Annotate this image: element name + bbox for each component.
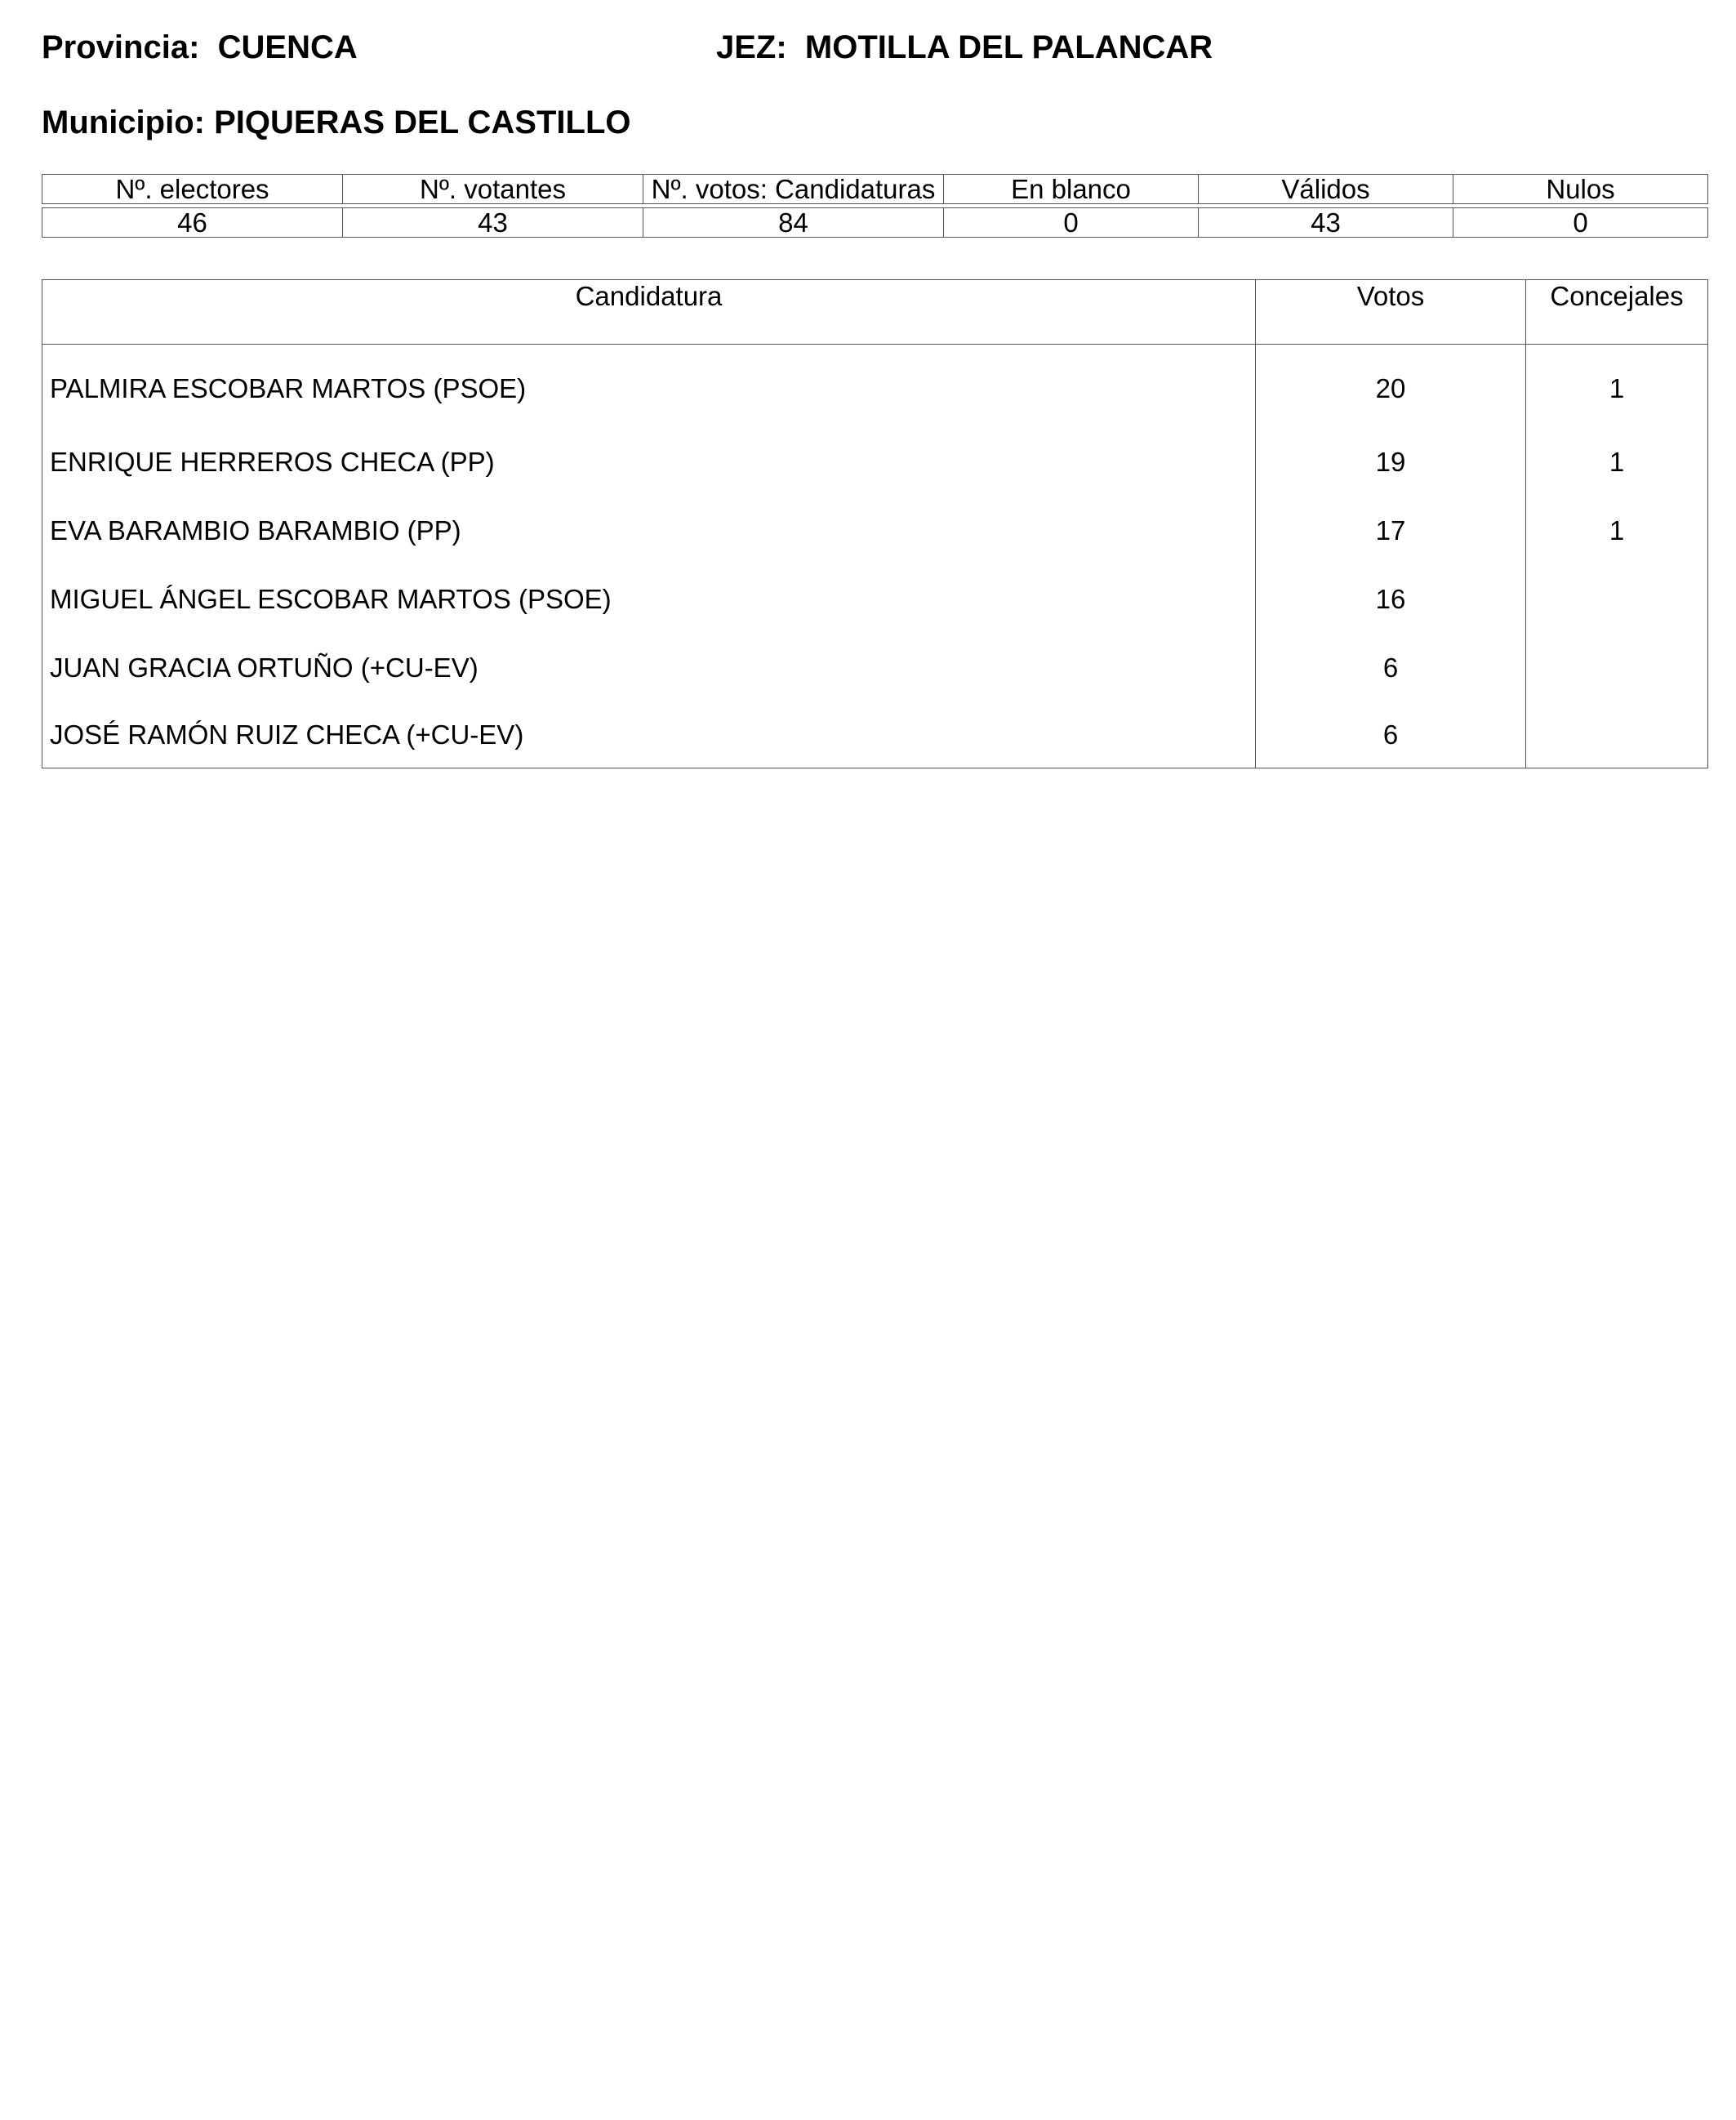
municipio-label: Municipio: <box>42 105 205 140</box>
summary-header-validos: Válidos <box>1199 175 1453 204</box>
votos-cell: 16 <box>1256 565 1526 634</box>
candidatura-cell: JOSÉ RAMÓN RUIZ CHECA (+CU-EV) <box>42 702 1256 768</box>
concejales-cell <box>1526 634 1708 702</box>
jez-value: MOTILLA DEL PALANCAR <box>804 29 1213 65</box>
summary-value-electores: 46 <box>42 208 343 238</box>
summary-header-votos-candidaturas: Nº. votos: Candidaturas <box>643 175 944 204</box>
provincia-line <box>42 28 358 67</box>
candidatura-cell: MIGUEL ÁNGEL ESCOBAR MARTOS (PSOE) <box>42 565 1256 634</box>
votos-cell: 17 <box>1256 497 1526 565</box>
candidatura-cell: JUAN GRACIA ORTUÑO (+CU-EV) <box>42 634 1256 702</box>
table-row <box>42 497 1708 565</box>
summary-value-validos: 43 <box>1199 208 1453 238</box>
summary-value-nulos: 0 <box>1453 208 1708 238</box>
summary-table <box>42 174 1708 238</box>
results-table <box>42 279 1708 768</box>
summary-header-nulos: Nulos <box>1453 175 1708 204</box>
jez-label: JEZ: <box>716 29 787 65</box>
results-header-concejales: Concejales <box>1526 280 1708 345</box>
table-row <box>42 702 1708 768</box>
summary-value-row <box>42 208 1708 238</box>
results-header-candidatura: Candidatura <box>42 280 1256 345</box>
concejales-cell: 1 <box>1526 345 1708 429</box>
candidatura-cell: ENRIQUE HERREROS CHECA (PP) <box>42 428 1256 497</box>
jez-line <box>716 28 1213 67</box>
votos-cell: 19 <box>1256 428 1526 497</box>
concejales-cell <box>1526 565 1708 634</box>
summary-header-row <box>42 175 1708 204</box>
provincia-value: CUENCA <box>217 29 358 65</box>
votos-cell: 6 <box>1256 702 1526 768</box>
concejales-cell <box>1526 702 1708 768</box>
summary-header-en-blanco: En blanco <box>944 175 1199 204</box>
summary-value-en-blanco: 0 <box>944 208 1199 238</box>
municipio-value: PIQUERAS DEL CASTILLO <box>214 105 631 140</box>
candidatura-cell: PALMIRA ESCOBAR MARTOS (PSOE) <box>42 345 1256 429</box>
concejales-cell: 1 <box>1526 497 1708 565</box>
table-row <box>42 345 1708 429</box>
table-row <box>42 565 1708 634</box>
votos-cell: 20 <box>1256 345 1526 429</box>
candidatura-cell: EVA BARAMBIO BARAMBIO (PP) <box>42 497 1256 565</box>
table-row <box>42 634 1708 702</box>
results-header-row <box>42 280 1708 345</box>
votos-cell: 6 <box>1256 634 1526 702</box>
table-row <box>42 428 1708 497</box>
municipio-line <box>42 103 631 142</box>
summary-header-votantes: Nº. votantes <box>343 175 643 204</box>
summary-value-votos-candidaturas: 84 <box>643 208 944 238</box>
summary-header-electores: Nº. electores <box>42 175 343 204</box>
provincia-label: Provincia: <box>42 29 200 65</box>
concejales-cell: 1 <box>1526 428 1708 497</box>
results-header-votos: Votos <box>1256 280 1526 345</box>
summary-value-votantes: 43 <box>343 208 643 238</box>
